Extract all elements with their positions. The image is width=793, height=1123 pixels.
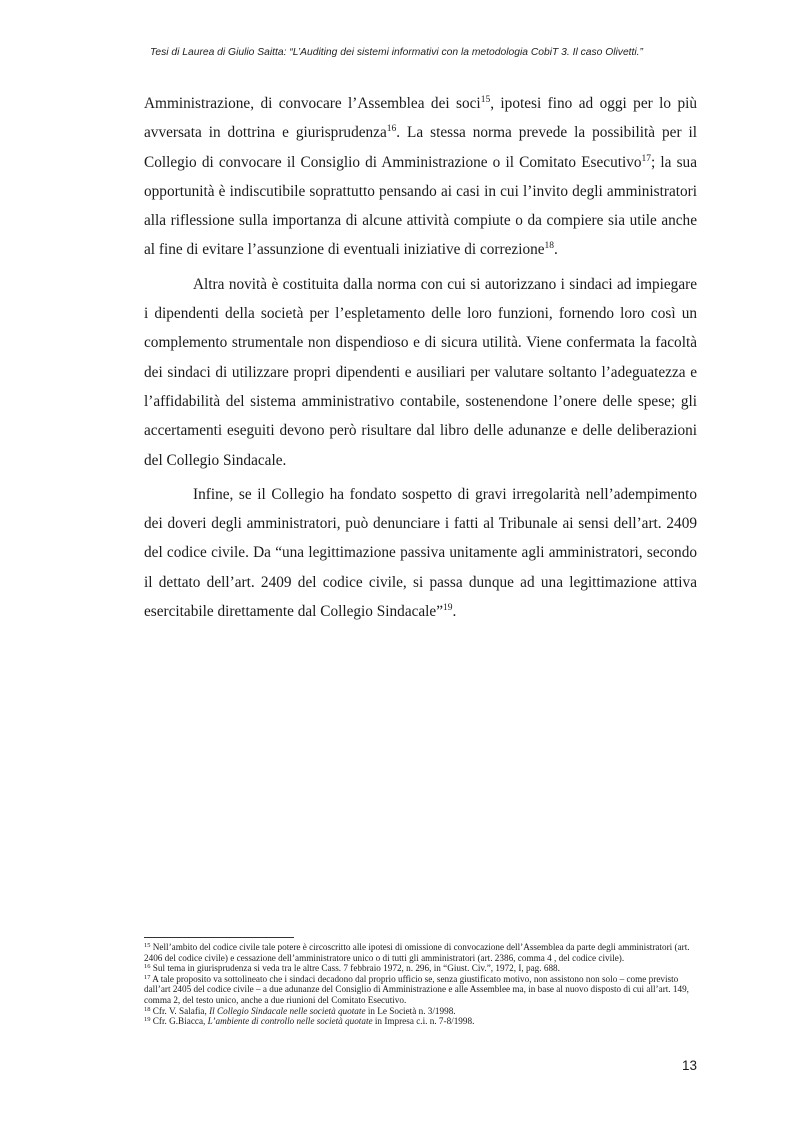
cited-work-title: L’ambiente di controllo nelle società quotate bbox=[207, 1016, 373, 1027]
cited-work-title: Il Collegio Sindacale nelle società quotate bbox=[209, 1005, 366, 1016]
footnote-19 bbox=[144, 1016, 697, 1027]
footnote-number: 19 bbox=[144, 1016, 151, 1024]
footnote-number: 18 bbox=[144, 1005, 151, 1013]
paragraph-2: Altra novità è costituita dalla norma con cui si autorizzano i sindaci ad impiegare i dipendenti della società per l’espletamento delle loro funzioni, fornendo loro così un complemento strumentale non dispendioso e di sicura utilità. Viene confermata la facoltà dei sindaci di utilizzare propri dipendenti e ausiliari per valutare soltanto l’adeguatezza e l’affidabilità del sistema amministrativo contabile, sostenendone l’onere delle spese; gli accertamenti eseguiti devono però risultare dal libro delle adunanze e delle deliberazioni del Collegio Sindacale. bbox=[144, 275, 697, 469]
footnotes bbox=[144, 942, 697, 1027]
p3-text-1: Infine, se il Collegio ha fondato sospetto di gravi irregolarità nell’adempimento dei doveri degli amministratori, può denunciare i fatti al Tribunale ai sensi dell’art. 2409 del codice civile. Da “una legittimazione passiva unitamente agli amministratori, secondo il dettato dell’art. 2409 del codice civile, si passa dunque ad una legittimazione attiva esercitabile direttamente dal Collegio Sindacale” bbox=[144, 485, 697, 621]
footnote-ref-16[interactable]: 16 bbox=[386, 124, 397, 135]
footnote-text: Nell’ambito del codice civile tale potere è circoscritto alle ipotesi di omissione di convocazione dell’Assemblea da parte degli amministratori (art. 2406 del codice civile) e cessazione dell’amministratore unico o di tutti gli amministratori (art. 2386, comma 4 , del codice civile). bbox=[144, 942, 690, 963]
p1-text-5: . bbox=[554, 241, 558, 259]
footnote-number: 15 bbox=[144, 942, 151, 949]
p1-text-2: , ipotesi fino ad oggi per lo più avversata in dottrina e giurisprudenza bbox=[144, 95, 698, 142]
footnote-text: A tale proposito va sottolineato che i sindaci decadono dal proprio ufficio se, senza giustificato motivo, non assistono non solo – come previsto dall’art 2405 del codice civile – a due adunanze del Consiglio di Amministrazione e alle Assemblee ma, in base al nuovo disposto di cui all’art. 149, comma 2, del testo unico, anche a due riunioni del Comitato Esecutivo. bbox=[144, 973, 689, 1005]
footnote-number: 16 bbox=[144, 963, 151, 971]
footnote-17 bbox=[144, 974, 697, 1006]
footnote-ref-17[interactable]: 17 bbox=[641, 153, 652, 164]
footnote-separator bbox=[144, 937, 294, 938]
footnote-number: 17 bbox=[144, 973, 151, 981]
p1-text-1: Amministrazione, di convocare l’Assemblea dei soci bbox=[144, 95, 481, 112]
footnote-15 bbox=[144, 942, 697, 963]
footnote-ref-19[interactable]: 19 bbox=[443, 603, 453, 614]
footnote-text-pre: Cfr. V. Salafia, bbox=[152, 1005, 210, 1016]
running-header: Tesi di Laurea di Giulio Saitta: “L’Auditing dei sistemi informativi con la metodologia CobiT 3. Il caso Olivetti.” bbox=[150, 47, 643, 58]
footnote-text-pre: Cfr. G.Biacca, bbox=[152, 1016, 208, 1027]
page-number: 13 bbox=[681, 1058, 697, 1073]
footnote-text: Sul tema in giurisprudenza si veda tra le altre Cass. 7 febbraio 1972, n. 296, in “Giust. Civ.”, 1972, I, pag. 688. bbox=[152, 963, 560, 974]
footnote-ref-18[interactable]: 18 bbox=[544, 241, 555, 252]
p3-text-2: . bbox=[452, 603, 457, 621]
paragraph-1 bbox=[144, 89, 697, 265]
paragraph-3 bbox=[144, 480, 697, 626]
p1-text-3: . La stessa norma prevede la possibilità per il Collegio di convocare il Consiglio di Amministrazione o il Comitato Esecutivo bbox=[144, 124, 697, 171]
body-text bbox=[144, 89, 697, 631]
footnote-text-post: in Le Società n. 3/1998. bbox=[365, 1005, 456, 1016]
p1-text-4: ; la sua opportunità è indiscutibile soprattutto pensando ai casi in cui l’invito degli amministratori alla riflessione sulla importanza di alcune attività compiute o da compiere sia utile anche al fine di evitare l’assunzione di eventuali iniziative di correzione bbox=[144, 153, 697, 259]
footnote-16 bbox=[144, 963, 697, 974]
footnote-ref-15[interactable]: 15 bbox=[480, 95, 491, 105]
footnote-18 bbox=[144, 1006, 697, 1017]
footnote-text-post: in Impresa c.i. n. 7-8/1998. bbox=[372, 1016, 475, 1027]
